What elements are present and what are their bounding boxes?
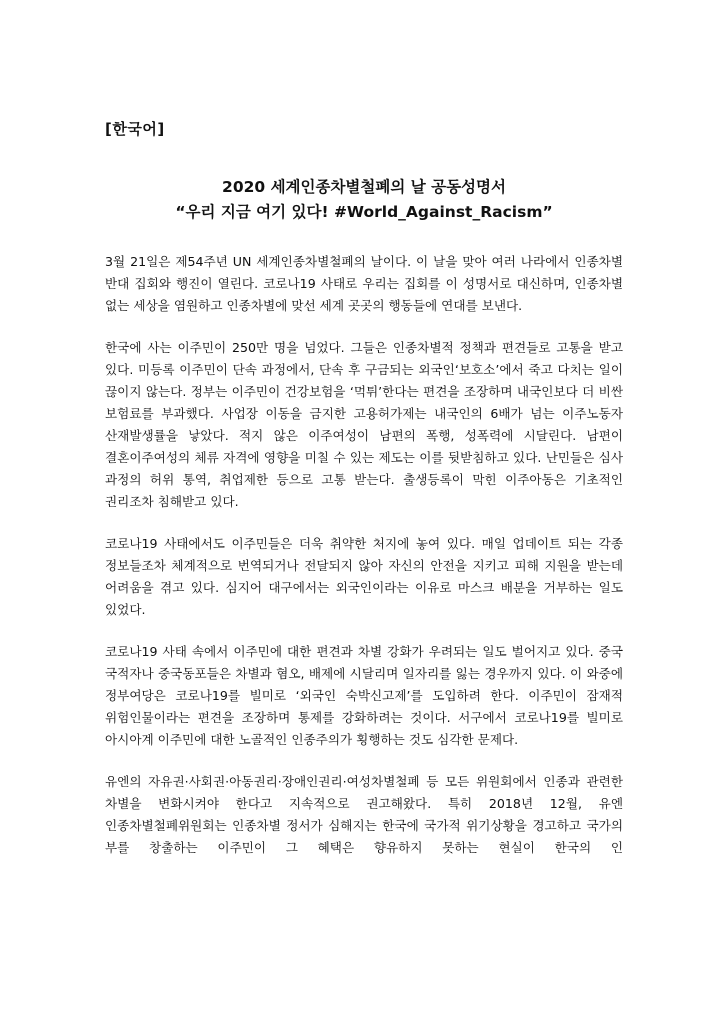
paragraph-4: 코로나19 사태 속에서 이주민에 대한 편견과 차별 강화가 우려되는 일도 벌어지고 있다. 중국 국적자나 중국동포들은 차별과 혐오, 배제에 시달리며 일자리를 잃는 경우까지 있다. 이 와중에 정부여당은 코로나19를 빌미로 ‘외국인 숙박신고제’를 도입하려 한다. 이주민이 잠재적 위험인물이라는 편견을 조장하며 통제를 강화하려는 것이다. 서구에서 코로나19를 빌미로 아시아계 이주민에 대한 노골적인 인종주의가 횡행하는 것도 심각한 문제다.: [105, 644, 623, 747]
title-line-2: “우리 지금 여기 있다! #World_Against_Racism”: [175, 203, 553, 221]
paragraph-5: 유엔의 자유권·사회권·아동권리·장애인권리·여성차별철폐 등 모든 위원회에서 인종과 관련한 차별을 변화시켜야 한다고 지속적으로 권고해왔다. 특히 2018년 12월, 유엔 인종차별철폐위원회는 인종차별 정서가 심해지는 한국에 국가적 위기상황을 경고하고 국가의 부를 창출하는 이주민이 그 혜택은 향유하지 못하는 현실이 한국의 인: [105, 774, 623, 855]
language-header: [한국어]: [105, 120, 165, 138]
paragraph-2: 한국에 사는 이주민이 250만 명을 넘었다. 그들은 인종차별적 정책과 편견들로 고통을 받고 있다. 미등록 이주민이 단속 과정에서, 단속 후 구금되는 외국인‘보호소’에서 죽고 다치는 일이 끊이지 않는다. 정부는 이주민이 건강보험을 ‘먹튀’한다는 편견을 조장하며 내국인보다 더 비싼 보험료를 부과했다. 사업장 이동을 금지한 고용허가제는 내국인의 6배가 넘는 이주노동자 산재발생률을 낳았다. 적지 않은 이주여성이 남편의 폭행, 성폭력에 시달린다. 남편이 결혼이주여성의 체류 자격에 영향을 미칠 수 있는 제도는 이를 뒷받침하고 있다. 난민들은 심사 과정의 허위 통역, 취업제한 등으로 고통 받는다. 출생등록이 막힌 이주아동은 기초적인 권리조차 침해받고 있다.: [105, 340, 623, 509]
document-page: [105, 118, 623, 859]
paragraph-1: 3월 21일은 제54주년 UN 세계인종차별철폐의 날이다. 이 날을 맞아 여러 나라에서 인종차별 반대 집회와 행진이 열린다. 코로나19 사태로 우리는 집회를 이 성명서로 대신하며, 인종차별 없는 세상을 염원하고 인종차별에 맞선 세계 곳곳의 행동들에 연대를 보낸다.: [105, 254, 623, 313]
statement-title: [105, 175, 623, 225]
paragraph-3: 코로나19 사태에서도 이주민들은 더욱 취약한 처지에 놓여 있다. 매일 업데이트 되는 각종 정보들조차 체계적으로 번역되거나 전달되지 않아 자신의 안전을 지키고 피해 지원을 받는데 어려움을 겪고 있다. 심지어 대구에서는 외국인이라는 이유로 마스크 배분을 거부하는 일도 있었다.: [105, 536, 623, 617]
title-line-1: 2020 세계인종차별철폐의 날 공동성명서: [222, 178, 506, 196]
